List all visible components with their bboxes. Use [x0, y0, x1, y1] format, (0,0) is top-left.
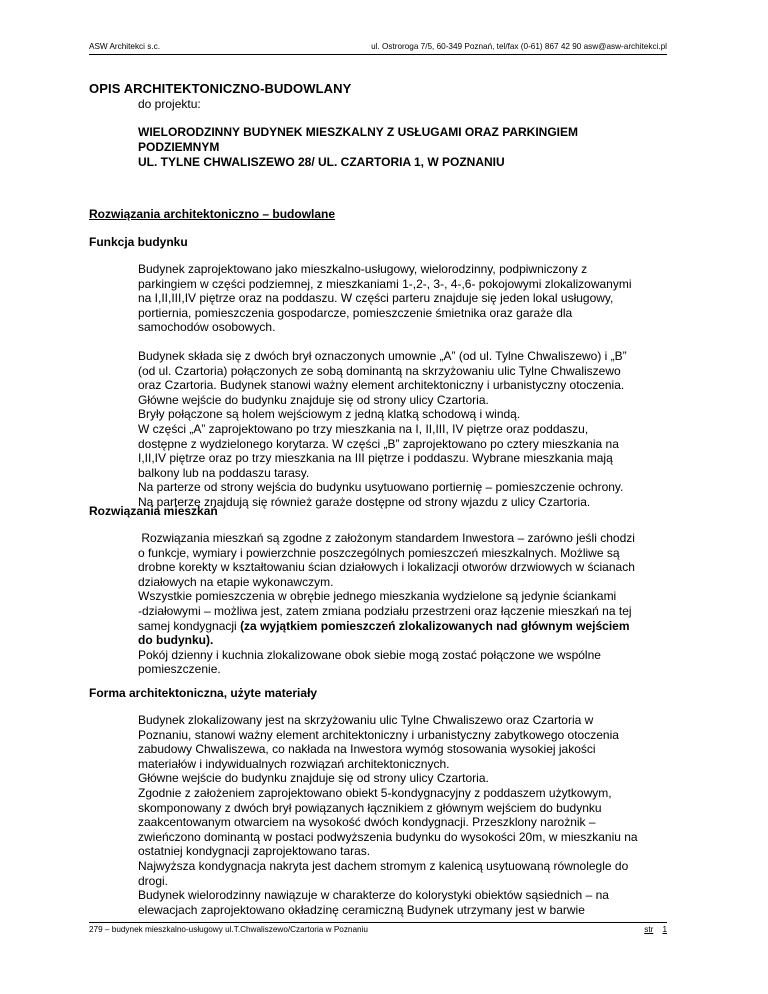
- text-line: Na parterze znajdują się również garaże dostępne od strony wjazdu z ulicy Czartoria.: [138, 494, 591, 509]
- text-line: na I,II,III,IV piętrze oraz na poddaszu. W części parteru znajduje się jeden lokal usługowy,: [138, 291, 614, 306]
- text-line: Poznaniu, stanowi ważny element architektoniczny i urbanistyczny zabytkowego otoczenia: [138, 727, 619, 742]
- text-line: o funkcje, wymiary i powierzchnie poszczególnych pomieszczeń mieszkalnych. Możliwe są: [138, 545, 620, 560]
- bold-text: (za wyjątkiem pomieszczeń zlokalizowanych nad głównym wejściem: [240, 618, 630, 633]
- text-line: Bryły połączone są holem wejściowym z jedną klatką schodową i windą.: [138, 407, 521, 422]
- text-line: oraz Czartoria. Budynek stanowi ważny element architektoniczny i urbanistyczny otoczenia.: [138, 378, 625, 393]
- text-line: zaakcentowanym otwarciem na wysokość dwóch kondygnacji. Przeszklony narożnik –: [138, 815, 596, 830]
- text-line: drobne korekty w kształtowaniu ścian działowych i lokalizacji otworów drzwiowych w ścianach: [138, 560, 635, 575]
- project-line: WIELORODZINNY BUDYNEK MIESZKALNY Z USŁUGAMI ORAZ PARKINGIEM: [138, 125, 579, 139]
- text-line: Najwyższa kondygnacja nakryta jest dachem stromym z kalenicą usytuowaną równolegle do: [138, 858, 629, 873]
- document-subtitle: do projektu:: [138, 97, 201, 111]
- header-company: ASW Architekci s.c.: [89, 42, 160, 51]
- text-line: -działowymi – możliwa jest, zatem zmiana podziału przestrzeni oraz łączenie mieszkań na tej: [138, 603, 632, 618]
- heading-forma: Forma architektoniczna, użyte materiały: [89, 686, 318, 700]
- page-number: 1: [662, 925, 667, 934]
- text-line: [138, 633, 686, 648]
- text-line: ostatniej kondygnacji zaprojektowano taras.: [138, 844, 371, 859]
- text-line: Na parterze od strony wejścia do budynku usytuowano portiernię – pomieszczenie ochrony.: [138, 480, 624, 495]
- footer-divider: [89, 922, 667, 923]
- text-line: dostępne z wydzielonego korytarza. W części „B” zaprojektowano po cztery mieszkania na: [138, 436, 619, 451]
- text-line: materiałów i indywidualnych rozwiązań architektonicznych.: [138, 756, 450, 771]
- text-line: portiernia, pomieszczenia gospodarcze, pomieszczenie śmietnika oraz garaże dla: [138, 305, 573, 320]
- header-address: ul. Ostroroga 7/5, 60-349 Poznań, tel/fax (0-61) 867 42 90 asw@asw-architekci.pl: [371, 42, 667, 51]
- text-line: W części „A” zaprojektowano po trzy mieszkania na I, II,III, IV piętrze oraz poddaszu,: [138, 421, 589, 436]
- project-name: [138, 125, 678, 170]
- text-line: pomieszczenie.: [138, 662, 221, 677]
- text-line: balkony lub na poddaszu tarasy.: [138, 465, 310, 480]
- paragraph-funkcja-2: [138, 349, 686, 510]
- text-line: Budynek wielorodzinny nawiązuje w charakterze do kolorystyki obiektów sąsiednich – na: [138, 888, 609, 903]
- text-line: Pokój dzienny i kuchnia zlokalizowane obok siebie mogą zostać połączone we wspólne: [138, 647, 601, 662]
- text-line: (od ul. Czartoria) połączonych ze sobą dominantą na skrzyżowaniu ulic Tylne Chwaliszewo: [138, 363, 621, 378]
- page-footer: [89, 925, 667, 937]
- text-line: Główne wejście do budynku znajduje się od strony ulicy Czartoria.: [138, 771, 489, 786]
- text-line: skomponowany z dwóch brył powiązanych łącznikiem z głównym wejściem do budynku: [138, 800, 602, 815]
- bold-text: do budynku).: [138, 633, 214, 648]
- text-line: zabudowy Chwaliszewa, co nakłada na Inwestora wymóg stosowania wysokiej jakości: [138, 742, 596, 757]
- section-heading: Rozwiązania architektoniczno – budowlane: [89, 207, 336, 221]
- paragraph-funkcja-1: [138, 262, 686, 335]
- text-span: samej kondygnacji: [138, 618, 241, 633]
- text-line: elewacjach zaprojektowano okładzinę ceramiczną Budynek utrzymany jest w barwie: [138, 902, 585, 917]
- page-header: [89, 42, 667, 54]
- text-line: parkingiem w części podziemnej, z mieszkaniami 1-,2-, 3-, 4-,6- pokojowymi zlokalizowanymi: [138, 276, 632, 291]
- paragraph-mieszkania: [138, 531, 686, 677]
- text-line: drogi.: [138, 873, 169, 888]
- project-line: UL. TYLNE CHWALISZEWO 28/ UL. CZARTORIA 1, W POZNANIU: [138, 155, 505, 169]
- project-line: PODZIEMNYM: [138, 140, 220, 154]
- text-line: samochodów osobowych.: [138, 320, 276, 335]
- page-label: str: [644, 925, 654, 934]
- text-line: zwieńczono dominantą w postaci podwyższenia budynku do wysokości 20m, w mieszkaniu na: [138, 829, 638, 844]
- text-line: Budynek zlokalizowany jest na skrzyżowaniu ulic Tylne Chwaliszewo oraz Czartoria w: [138, 713, 594, 727]
- text-line: Wszystkie pomieszczenia w obrębie jednego mieszkania wydzielone są jedynie ściankami: [138, 589, 617, 604]
- header-divider: [89, 54, 667, 55]
- text-line: działowych na etapie wykonawczym.: [138, 574, 334, 589]
- text-line: [138, 619, 686, 634]
- text-line: Budynek składa się z dwóch brył oznaczonych umownie „A” (od ul. Tylne Chwaliszewo) i „B”: [138, 349, 627, 363]
- text-line: Główne wejście do budynku znajduje się od strony ulicy Czartoria.: [138, 392, 489, 407]
- footer-project: 279 – budynek mieszkalno-usługowy ul.T.Chwaliszewo/Czartoria w Poznaniu: [89, 925, 368, 934]
- text-line: Budynek zaprojektowano jako mieszkalno-usługowy, wielorodzinny, podpiwniczony z: [138, 262, 588, 276]
- heading-funkcja: Funkcja budynku: [89, 235, 188, 249]
- text-line: Rozwiązania mieszkań są zgodne z założonym standardem Inwestora – zarówno jeśli chodzi: [138, 531, 635, 545]
- footer-page: [644, 925, 667, 934]
- paragraph-forma: [138, 713, 686, 917]
- text-line: Zgodnie z założeniem zaprojektowano obiekt 5-kondygnacyjny z poddaszem użytkowym,: [138, 785, 612, 800]
- heading-mieszkania: Rozwiązania mieszkań: [89, 504, 218, 518]
- document-title: OPIS ARCHITEKTONICZNO-BUDOWLANY: [89, 81, 352, 96]
- text-line: I,II,IV piętrze oraz po trzy mieszkania na III piętrze i poddaszu. Wybrane mieszkania mają: [138, 451, 613, 466]
